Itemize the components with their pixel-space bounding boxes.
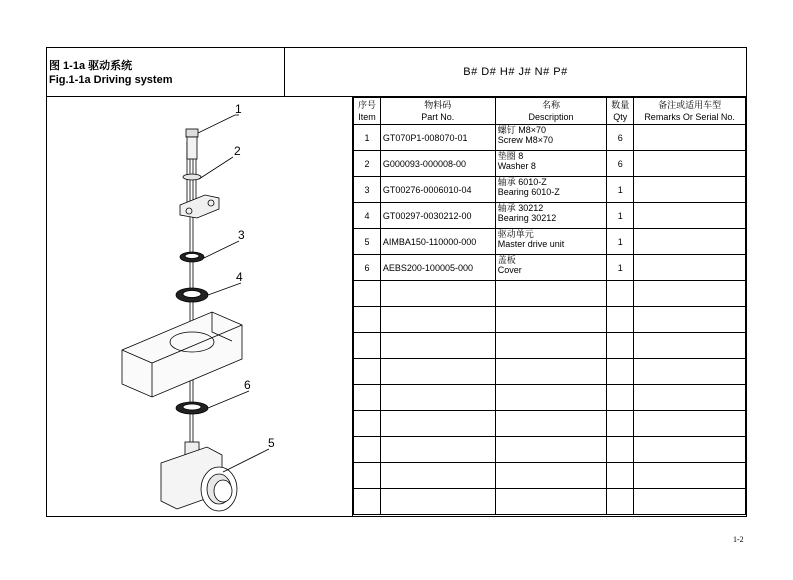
- callout-4: 4: [236, 270, 243, 284]
- col-item: 序号 Item: [354, 98, 381, 125]
- col-part-no: 物料码 Part No.: [380, 98, 495, 125]
- parts-sheet: [46, 47, 747, 517]
- parts-table: [353, 97, 746, 515]
- table-row: 5 AIMBA150-110000-000 驱动单元 Master drive unit 1: [354, 229, 746, 255]
- callout-6: 6: [244, 378, 251, 392]
- table-row-empty: [354, 359, 746, 385]
- exploded-drawing: [47, 97, 353, 517]
- callout-1: 1: [235, 102, 242, 116]
- table-row-empty: [354, 307, 746, 333]
- table-row-empty: [354, 281, 746, 307]
- table-row-empty: [354, 411, 746, 437]
- applicable-models: B# D# H# J# N# P#: [463, 66, 568, 78]
- driving-system-illustration: [47, 97, 352, 517]
- callout-3: 3: [238, 228, 245, 242]
- col-qty: 数量 Qty: [607, 98, 634, 125]
- col-description: 名称 Description: [495, 98, 607, 125]
- table-row-empty: [354, 437, 746, 463]
- table-row: 3 GT00276-0006010-04 轴承 6010-Z Bearing 6010-Z 1: [354, 177, 746, 203]
- table-row-empty: [354, 463, 746, 489]
- figure-title-en: Fig.1-1a Driving system: [49, 74, 173, 86]
- callout-2: 2: [234, 144, 241, 158]
- sheet-header: [47, 48, 746, 97]
- table-row: 6 AEBS200-100005-000 盖板 Cover 1: [354, 255, 746, 281]
- table-row: 4 GT00297-0030212-00 轴承 30212 Bearing 30212 1: [354, 203, 746, 229]
- table-row-empty: [354, 385, 746, 411]
- table-row: 1 GT070P1-008070-01 螺钉 M8×70 Screw M8×70 6: [354, 125, 746, 151]
- figure-title-cn: 图 1-1a 驱动系统: [49, 60, 133, 72]
- callout-5: 5: [268, 436, 275, 450]
- table-row-empty: [354, 489, 746, 515]
- page-number: 1-2: [733, 535, 744, 544]
- table-header-row: [354, 98, 746, 125]
- col-remarks: 备注或适用车型 Remarks Or Serial No.: [634, 98, 746, 125]
- figure-title-box: [47, 48, 285, 96]
- table-row-empty: [354, 333, 746, 359]
- table-row: 2 G000093-000008-00 垫圈 8 Washer 8 6: [354, 151, 746, 177]
